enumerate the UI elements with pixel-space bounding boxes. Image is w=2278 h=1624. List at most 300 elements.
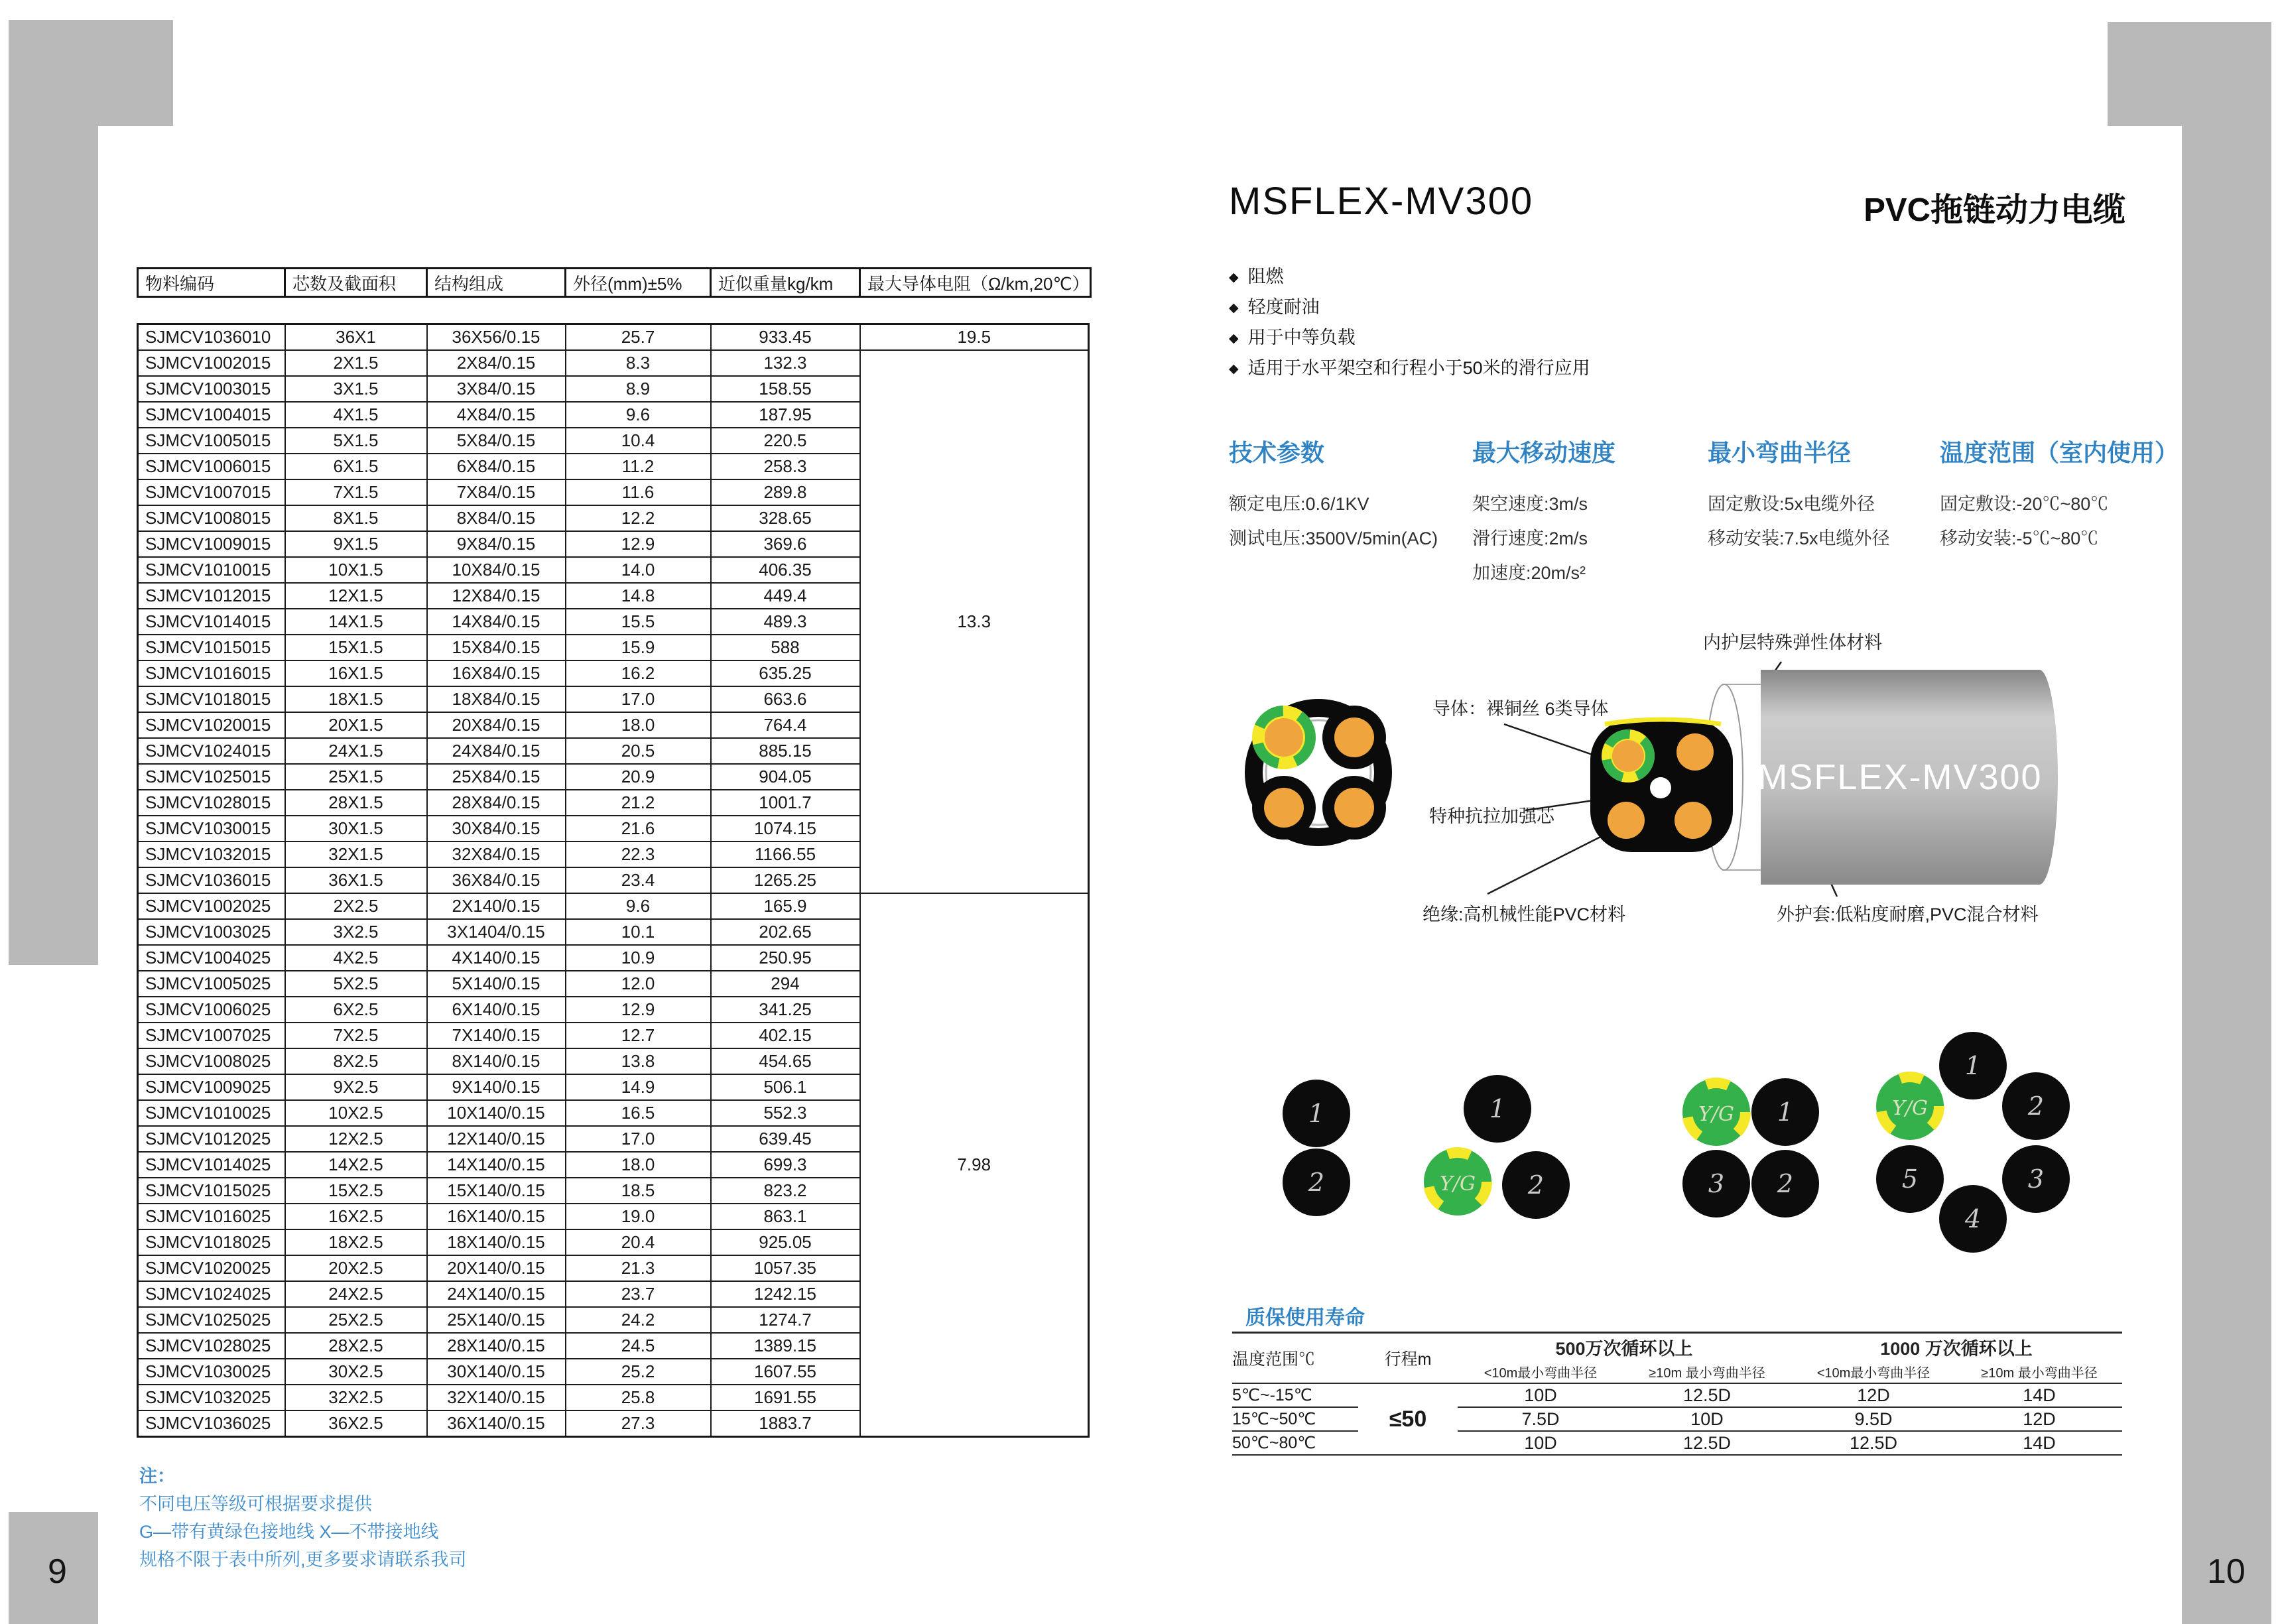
tech-line: 测试电压:3500V/5min(AC): [1229, 529, 1438, 548]
spec-cell: 449.4: [711, 583, 860, 609]
spec-cell: 15.5: [566, 609, 711, 635]
spec-cell: 5X1.5: [285, 428, 427, 454]
spec-cell: 8X140/0.15: [427, 1048, 566, 1074]
spec-cell: 933.45: [711, 324, 860, 351]
warranty-value-cell: 9.5D: [1791, 1407, 1956, 1431]
core-label: 2: [1308, 1168, 1325, 1197]
spec-cell: SJMCV1005025: [138, 971, 285, 997]
note-line: 规格不限于表中所列,更多要求请联系我司: [139, 1550, 467, 1570]
spec-cell: 8X84/0.15: [427, 505, 566, 531]
numbered-core: [1464, 1075, 1531, 1143]
spec-cell: 8X1.5: [285, 505, 427, 531]
spec-cell: 25X140/0.15: [427, 1307, 566, 1333]
spec-cell: 663.6: [711, 686, 860, 712]
warranty-sub: <10m最小弯曲半径: [1458, 1360, 1623, 1383]
spec-cell: 4X140/0.15: [427, 945, 566, 971]
spec-cell: 904.05: [711, 764, 860, 790]
spec-cell: SJMCV1008015: [138, 505, 285, 531]
tech-column-heading: 最小弯曲半径: [1708, 439, 1852, 466]
core-label: 3: [2027, 1164, 2045, 1194]
warranty-group-500: 500万次循环以上: [1555, 1338, 1693, 1359]
spec-cell: 9X84/0.15: [427, 531, 566, 557]
spec-cell: 369.6: [711, 531, 860, 557]
spec-cell: 21.6: [566, 816, 711, 842]
spec-cell: 18.0: [566, 712, 711, 738]
core-label: 1: [1489, 1094, 1506, 1123]
copper-core: [1608, 802, 1645, 839]
spec-cell: SJMCV1007015: [138, 479, 285, 505]
spec-cell: 18X2.5: [285, 1229, 427, 1255]
spec-cell: 8.9: [566, 376, 711, 402]
tech-column-heading: 技术参数: [1229, 439, 1325, 466]
numbered-core: [2002, 1145, 2070, 1213]
spec-cell: 22.3: [566, 842, 711, 867]
cylinder-print: MSFLEX-MV300: [1757, 757, 2043, 797]
spec-cell: SJMCV1007025: [138, 1023, 285, 1048]
core-diagram-six-ring: [1876, 1032, 2070, 1253]
ground-core: [1876, 1072, 1944, 1140]
diamond-bullet-icon: ◆: [1229, 301, 1239, 315]
table-row: [138, 893, 1089, 919]
copper-core: [1252, 776, 1316, 840]
warranty-value-cell: 14D: [1956, 1431, 2122, 1455]
label-conductor: 导体：裸铜丝 6类导体: [1432, 699, 1609, 719]
spec-cell: 20X140/0.15: [427, 1255, 566, 1281]
spec-header-1: 芯数及截面积: [285, 269, 427, 297]
spec-cell: SJMCV1016015: [138, 660, 285, 686]
feature-bullet: [1229, 323, 1590, 353]
spec-cell: 8X2.5: [285, 1048, 427, 1074]
spec-cell: 19.0: [566, 1204, 711, 1229]
spec-cell: 639.45: [711, 1126, 860, 1152]
numbered-core: [1876, 1145, 1944, 1213]
spec-cell: 202.65: [711, 919, 860, 945]
spec-cell: 10.4: [566, 428, 711, 454]
warranty-temp-cell: 15℃~50℃: [1232, 1407, 1358, 1431]
spec-cell: SJMCV1009025: [138, 1074, 285, 1100]
spec-cell: 14X84/0.15: [427, 609, 566, 635]
tech-line: 架空速度:3m/s: [1472, 494, 1588, 514]
spec-cell: 15.9: [566, 635, 711, 660]
feature-bullet-label: 适用于水平架空和行程小于50米的滑行应用: [1247, 358, 1590, 378]
spec-cell: 36X1.5: [285, 867, 427, 893]
numbered-core: [2002, 1072, 2070, 1140]
spec-cell: 823.2: [711, 1178, 860, 1204]
spec-cell: 2X1.5: [285, 350, 427, 376]
spec-cell: 32X140/0.15: [427, 1385, 566, 1410]
cable-illustration: [1227, 610, 2142, 962]
spec-cell: 20X1.5: [285, 712, 427, 738]
spec-cell: 1389.15: [711, 1333, 860, 1359]
spec-cell: 36X84/0.15: [427, 867, 566, 893]
spec-cell: SJMCV1030015: [138, 816, 285, 842]
spec-cell: 24X1.5: [285, 738, 427, 764]
spec-cell: 24X84/0.15: [427, 738, 566, 764]
ground-core: [1602, 729, 1655, 782]
spec-cell: 25X1.5: [285, 764, 427, 790]
spec-cell: 36X140/0.15: [427, 1410, 566, 1437]
spec-cell: SJMCV1036010: [138, 324, 285, 351]
table-row: [138, 324, 1089, 351]
spec-cell: SJMCV1018025: [138, 1229, 285, 1255]
spec-cell: 1242.15: [711, 1281, 860, 1307]
label-strength-core: 特种抗拉加强芯: [1429, 806, 1554, 826]
numbered-core: [1751, 1150, 1819, 1218]
spec-cell: 20.5: [566, 738, 711, 764]
spec-cell: 27.3: [566, 1410, 711, 1437]
spec-cell: 28X84/0.15: [427, 790, 566, 816]
core-diagram-three: [1424, 1075, 1570, 1219]
spec-cell: 12.7: [566, 1023, 711, 1048]
spec-cell: 7X2.5: [285, 1023, 427, 1048]
copper-core: [1675, 802, 1712, 839]
spec-cell: 3X84/0.15: [427, 376, 566, 402]
spec-cell: 25.7: [566, 324, 711, 351]
page-number-left: 9: [48, 1552, 67, 1591]
warranty-value-cell: 14D: [1956, 1383, 2122, 1407]
core-diagram-four: [1682, 1078, 1819, 1218]
spec-cell: 10X2.5: [285, 1100, 427, 1126]
spec-cell: SJMCV1012015: [138, 583, 285, 609]
copper-core: [1677, 733, 1714, 771]
spec-cell: SJMCV1024025: [138, 1281, 285, 1307]
spec-cell: 294: [711, 971, 860, 997]
tech-line: 加速度:20m/s²: [1472, 563, 1586, 583]
diamond-bullet-icon: ◆: [1229, 332, 1239, 345]
warranty-sub: ≥10m 最小弯曲半径: [1956, 1360, 2122, 1383]
feature-bullet: [1229, 292, 1590, 323]
spec-cell: 15X2.5: [285, 1178, 427, 1204]
diamond-bullet-icon: ◆: [1229, 271, 1239, 284]
tech-column-heading: 最大移动速度: [1472, 439, 1616, 466]
spec-cell: 12.9: [566, 997, 711, 1023]
spec-cell: 10X1.5: [285, 557, 427, 583]
ground-core: [1682, 1078, 1750, 1146]
warranty-value-cell: 12D: [1956, 1407, 2122, 1431]
spec-cell: 14.0: [566, 557, 711, 583]
spec-cell: 6X84/0.15: [427, 454, 566, 479]
spec-cell: 7X1.5: [285, 479, 427, 505]
core-label: 4: [1964, 1204, 1982, 1233]
spec-cell: SJMCV1006025: [138, 997, 285, 1023]
tech-line: 移动安装:-5℃~80℃: [1940, 529, 2099, 548]
spec-cell: SJMCV1032015: [138, 842, 285, 867]
spec-cell: 5X140/0.15: [427, 971, 566, 997]
spec-cell: 5X84/0.15: [427, 428, 566, 454]
spec-cell: 20X84/0.15: [427, 712, 566, 738]
page-number-right: 10: [2207, 1552, 2246, 1591]
spec-cell: 4X84/0.15: [427, 402, 566, 428]
spec-cell: 9X1.5: [285, 531, 427, 557]
spec-cell: 4X1.5: [285, 402, 427, 428]
warranty-temp-cell: 5℃~-15℃: [1232, 1383, 1358, 1407]
spec-cell: SJMCV1003025: [138, 919, 285, 945]
spec-cell: 23.7: [566, 1281, 711, 1307]
edge-strip-left-top: [9, 20, 98, 965]
spec-cell: 1074.15: [711, 816, 860, 842]
numbered-core: [1682, 1150, 1750, 1218]
core-label: Y/G: [1698, 1103, 1734, 1126]
spec-cell: SJMCV1028025: [138, 1333, 285, 1359]
spec-cell: SJMCV1004025: [138, 945, 285, 971]
spec-cell: 1265.25: [711, 867, 860, 893]
spec-cell: 10X140/0.15: [427, 1100, 566, 1126]
label-inner-sheath: 内护层特殊弹性体材料: [1703, 633, 1882, 653]
core-arrangement-diagrams: [1260, 1025, 2109, 1270]
spec-cell: 12X140/0.15: [427, 1126, 566, 1152]
spec-cell: 16X1.5: [285, 660, 427, 686]
spec-cell: 6X1.5: [285, 454, 427, 479]
spec-cell: 36X1: [285, 324, 427, 351]
spec-cell: 16.2: [566, 660, 711, 686]
core-label: 2: [1527, 1170, 1545, 1200]
model-title: MSFLEX-MV300: [1229, 180, 1534, 223]
warranty-value-cell: 7.5D: [1458, 1407, 1623, 1431]
tech-line: 固定敷设:-20℃~80℃: [1940, 494, 2109, 514]
spec-cell: SJMCV1003015: [138, 376, 285, 402]
spec-cell: 289.8: [711, 479, 860, 505]
tech-line: 额定电压:0.6/1KV: [1229, 494, 1369, 514]
spec-cell: 588: [711, 635, 860, 660]
spec-cell: 28X1.5: [285, 790, 427, 816]
feature-bullet: [1229, 262, 1590, 292]
spec-cell: 10X84/0.15: [427, 557, 566, 583]
spec-cell: 17.0: [566, 686, 711, 712]
spec-cell: 24X2.5: [285, 1281, 427, 1307]
spec-cell: 699.3: [711, 1152, 860, 1178]
spec-cell: SJMCV1015025: [138, 1178, 285, 1204]
spec-cell: 6X2.5: [285, 997, 427, 1023]
core-label: 5: [1901, 1164, 1919, 1194]
resistance-cell: 13.3: [860, 350, 1089, 893]
spec-cell: 1883.7: [711, 1410, 860, 1437]
spec-cell: 11.6: [566, 479, 711, 505]
spec-cell: 10.9: [566, 945, 711, 971]
copper-core: [1322, 776, 1386, 840]
warranty-col-temp: 温度范围℃: [1232, 1333, 1358, 1384]
spec-cell: 1166.55: [711, 842, 860, 867]
spec-cell: 5X2.5: [285, 971, 427, 997]
spec-cell: 12X2.5: [285, 1126, 427, 1152]
tech-column-heading: 温度范围（室内使用）: [1940, 439, 2179, 466]
spec-cell: 220.5: [711, 428, 860, 454]
feature-bullet: [1229, 353, 1590, 384]
spec-cell: 11.2: [566, 454, 711, 479]
spec-cell: 9.6: [566, 402, 711, 428]
spec-cell: 24.2: [566, 1307, 711, 1333]
spec-cell: 16X2.5: [285, 1204, 427, 1229]
spec-cell: SJMCV1002015: [138, 350, 285, 376]
spec-cell: 15X140/0.15: [427, 1178, 566, 1204]
spec-cell: 406.35: [711, 557, 860, 583]
spec-cell: 36X2.5: [285, 1410, 427, 1437]
spec-cell: 18X140/0.15: [427, 1229, 566, 1255]
spec-header-0: 物料编码: [138, 269, 285, 297]
warranty-value-cell: 12D: [1791, 1383, 1956, 1407]
spec-cell: SJMCV1012025: [138, 1126, 285, 1152]
spec-cell: 12X84/0.15: [427, 583, 566, 609]
spec-cell: 12.2: [566, 505, 711, 531]
spec-cell: 25.2: [566, 1359, 711, 1385]
spec-cell: SJMCV1014025: [138, 1152, 285, 1178]
warranty-table: [1232, 1332, 2122, 1456]
numbered-core: [1939, 1032, 2007, 1099]
spec-cell: SJMCV1004015: [138, 402, 285, 428]
tech-column-1: [1472, 434, 1711, 590]
spec-cell: SJMCV1014015: [138, 609, 285, 635]
spec-cell: 10.1: [566, 919, 711, 945]
warranty-group-1000: 1000 万次循环以上: [1880, 1338, 2033, 1359]
spec-cell: SJMCV1032025: [138, 1385, 285, 1410]
spec-cell: 1057.35: [711, 1255, 860, 1281]
spec-cell: 18X1.5: [285, 686, 427, 712]
spec-cell: 506.1: [711, 1074, 860, 1100]
spec-cell: 8.3: [566, 350, 711, 376]
tech-column-2: [1708, 434, 1946, 556]
spec-cell: 9.6: [566, 893, 711, 919]
warranty-value-cell: 12.5D: [1791, 1431, 1956, 1455]
spec-cell: 250.95: [711, 945, 860, 971]
spec-cell: 165.9: [711, 893, 860, 919]
spec-cell: 30X2.5: [285, 1359, 427, 1385]
spec-cell: 18.5: [566, 1178, 711, 1204]
spec-cell: 3X1.5: [285, 376, 427, 402]
spec-cell: SJMCV1010025: [138, 1100, 285, 1126]
spec-cell: 20X2.5: [285, 1255, 427, 1281]
label-outer-sheath: 外护套:低粘度耐磨,PVC混合材料: [1777, 905, 2039, 924]
spec-cell: SJMCV1010015: [138, 557, 285, 583]
spec-cell: 9X140/0.15: [427, 1074, 566, 1100]
spec-cell: 30X140/0.15: [427, 1359, 566, 1385]
spec-cell: 328.65: [711, 505, 860, 531]
warranty-row: [1232, 1383, 2122, 1407]
spec-cell: 20.9: [566, 764, 711, 790]
spec-cell: 30X1.5: [285, 816, 427, 842]
spec-cell: SJMCV1005015: [138, 428, 285, 454]
spec-cell: 17.0: [566, 1126, 711, 1152]
outer-jacket-cylinder: [1757, 670, 2058, 885]
spec-cell: 25X2.5: [285, 1307, 427, 1333]
spec-cell: 885.15: [711, 738, 860, 764]
core-label: 1: [1308, 1099, 1325, 1128]
spec-cell: 14.9: [566, 1074, 711, 1100]
feature-bullet-label: 阻燃: [1247, 267, 1284, 286]
spec-cell: 18.0: [566, 1152, 711, 1178]
table-row: [138, 350, 1089, 376]
spec-cell: 30X84/0.15: [427, 816, 566, 842]
spec-cell: SJMCV1036025: [138, 1410, 285, 1437]
edge-strip-right: [2182, 22, 2271, 1624]
product-title: PVC拖链动力电缆: [1864, 192, 2125, 228]
spec-cell: 32X2.5: [285, 1385, 427, 1410]
spec-cell: 32X84/0.15: [427, 842, 566, 867]
warranty-value-cell: 12.5D: [1623, 1383, 1791, 1407]
spec-cell: 24.5: [566, 1333, 711, 1359]
spec-cell: 6X140/0.15: [427, 997, 566, 1023]
spec-cell: SJMCV1028015: [138, 790, 285, 816]
feature-bullet-label: 用于中等负载: [1247, 328, 1356, 347]
spec-cell: 3X2.5: [285, 919, 427, 945]
spec-cell: 9X2.5: [285, 1074, 427, 1100]
spec-cell: 28X2.5: [285, 1333, 427, 1359]
spec-cell: SJMCV1008025: [138, 1048, 285, 1074]
notes-label: 注：: [139, 1466, 175, 1486]
spec-cell: 13.8: [566, 1048, 711, 1074]
numbered-core: [1283, 1080, 1350, 1147]
warranty-temp-cell: 50℃~80℃: [1232, 1431, 1358, 1455]
spec-cell: 18X84/0.15: [427, 686, 566, 712]
spec-cell: 21.3: [566, 1255, 711, 1281]
copper-core: [1322, 706, 1386, 769]
warranty-col-travel: 行程m: [1358, 1333, 1458, 1384]
warranty-value-cell: 10D: [1623, 1407, 1791, 1431]
warranty-value-cell: 12.5D: [1623, 1431, 1791, 1455]
feature-bullet-label: 轻度耐油: [1247, 297, 1320, 317]
note-line: 不同电压等级可根据要求提供: [139, 1494, 372, 1514]
spec-cell: SJMCV1016025: [138, 1204, 285, 1229]
spec-table-header: [137, 267, 1092, 298]
tech-column-3: [1940, 434, 2179, 556]
ground-core: [1252, 706, 1316, 769]
spec-cell: 1607.55: [711, 1359, 860, 1385]
numbered-core: [1751, 1078, 1819, 1146]
spec-cell: 925.05: [711, 1229, 860, 1255]
spec-cell: SJMCV1036015: [138, 867, 285, 893]
numbered-core: [1283, 1149, 1350, 1216]
spec-cell: 402.15: [711, 1023, 860, 1048]
resistance-cell: 7.98: [860, 893, 1089, 1437]
spec-cell: 20.4: [566, 1229, 711, 1255]
spec-cell: 3X1404/0.15: [427, 919, 566, 945]
warranty-value-cell: 10D: [1458, 1431, 1623, 1455]
spec-cell: 28X140/0.15: [427, 1333, 566, 1359]
spec-cell: 12.0: [566, 971, 711, 997]
core-label: 2: [2027, 1092, 2045, 1121]
numbered-core: [1502, 1151, 1570, 1219]
spec-cell: 187.95: [711, 402, 860, 428]
spec-cell: 23.4: [566, 867, 711, 893]
spec-cell: 14X1.5: [285, 609, 427, 635]
spec-cell: 2X84/0.15: [427, 350, 566, 376]
core-bundle: [1590, 719, 1733, 852]
spec-cell: 36X56/0.15: [427, 324, 566, 351]
spec-header-5: 最大导体电阻（Ω/km,20℃）: [860, 269, 1091, 297]
spec-cell: 16.5: [566, 1100, 711, 1126]
cable-cross-section: [1245, 699, 1392, 846]
spec-cell: 454.65: [711, 1048, 860, 1074]
spec-cell: 1274.7: [711, 1307, 860, 1333]
spec-cell: 24X140/0.15: [427, 1281, 566, 1307]
spec-cell: SJMCV1020025: [138, 1255, 285, 1281]
spec-header-3: 外径(mm)±5%: [566, 269, 711, 297]
spec-cell: 25X84/0.15: [427, 764, 566, 790]
feature-bullets: [1229, 262, 1590, 384]
spec-cell: 132.3: [711, 350, 860, 376]
spec-cell: SJMCV1025025: [138, 1307, 285, 1333]
core-label: 3: [1708, 1169, 1725, 1198]
spec-cell: 341.25: [711, 997, 860, 1023]
warranty-sub: ≥10m 最小弯曲半径: [1623, 1360, 1791, 1383]
spec-cell: 32X1.5: [285, 842, 427, 867]
core-label: 2: [1777, 1169, 1794, 1198]
core-label: Y/G: [1892, 1097, 1928, 1120]
note-line: G—带有黄绿色接地线 X—不带接地线: [139, 1522, 439, 1542]
core-label: Y/G: [1440, 1172, 1476, 1196]
spec-cell: SJMCV1025015: [138, 764, 285, 790]
spec-header-2: 结构组成: [427, 269, 566, 297]
spec-cell: 7X140/0.15: [427, 1023, 566, 1048]
spec-cell: 2X2.5: [285, 893, 427, 919]
